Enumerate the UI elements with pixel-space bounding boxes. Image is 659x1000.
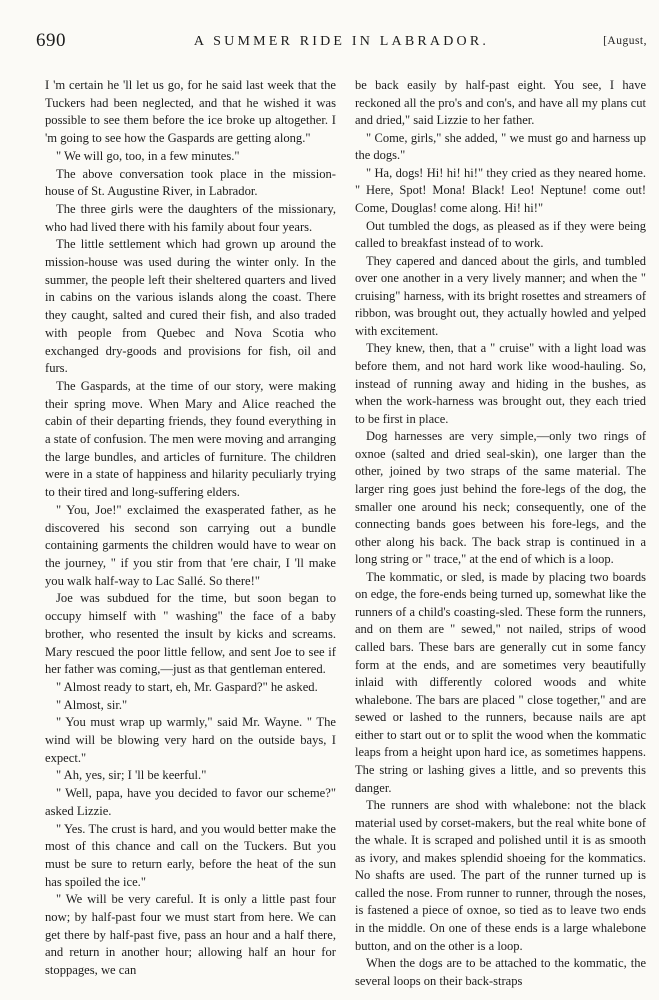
paragraph: " Come, girls," she added, " we must go and harness up the dogs." bbox=[355, 130, 646, 163]
page-header bbox=[36, 30, 647, 54]
paragraph: Out tumbled the dogs, as pleased as if they were being called to breakfast instead of to work. bbox=[355, 218, 646, 251]
paragraph: The three girls were the daughters of the missionary, who had lived there with his family about four years. bbox=[45, 201, 336, 234]
paragraph: " We will go, too, in a few minutes." bbox=[56, 148, 240, 163]
paragraph: The runners are shod with whalebone: not the black material used by corset-makers, but the real white bone of the whale. It is scraped and polished until it is as smooth as ivory, and makes splendid shoeing for the kommatics. No shafts are used. The part of the runner turned up is called the nose. From runner to runner, through the noses, is fastened a piece of oxnoe, so tied as to leave two ends in the middle. On one of these ends is a large whalebone button, and on the other is a loop. bbox=[355, 798, 646, 953]
left-column bbox=[45, 77, 336, 980]
paragraph: Dog harnesses are very simple,—only two rings of oxnoe (salted and dried seal-skin), one larger than the other, joined by two straps of the same material. The larger ring goes just behind the fore-legs of the dog, the smaller one around his neck; consequently, one of the connecting bands goes between his fore-legs, and the other along his back. The back strap is continued in a long string or " trace," at the end of which is a loop. bbox=[355, 429, 646, 567]
paragraph: " You, Joe!" exclaimed the exasperated father, as he discovered his second son carrying out a bundle containing garments the children would have to wear on the journey, " if you stir from that 'ere chair, I 'll make you walk half-way to Lac Sallé. So there!" bbox=[45, 502, 336, 588]
right-column bbox=[355, 77, 646, 990]
paragraph: The above conversation took place in the mission-house of St. Augustine River, in Labrador. bbox=[45, 166, 336, 199]
paragraph: The Gaspards, at the time of our story, were making their spring move. When Mary and Alice reached the cabin of their departing friends, they found everything in a state of confusion. The men were moving and arranging the large bundles, and articles of furniture. The children were in a state of happiness and hilarity peculiarly trying to their tired and long-suffering elders. bbox=[45, 378, 336, 500]
paragraph: When the dogs are to be attached to the kommatic, the several loops on their back-straps bbox=[355, 956, 646, 988]
paragraph: " Ah, yes, sir; I 'll be keerful." bbox=[56, 768, 207, 783]
paragraph: " Almost ready to start, eh, Mr. Gaspard?" he asked. bbox=[56, 679, 318, 694]
paragraph: " We will be very careful. It is only a little past four now; by half-past four we must start from here. We can get there by half-past five, pass an hour and a half there, and return in another hour; allowing half an hour for stoppages, we can bbox=[45, 892, 336, 978]
paragraph: " Almost, sir." bbox=[56, 697, 128, 712]
paragraph: They knew, then, that a " cruise" with a light load was before them, and not hard work like wood-hauling. So, instead of running away and hiding in the bushes, as when the work-harness was brought out, they each tried to be first in place. bbox=[355, 341, 646, 426]
paragraph: I 'm certain he 'll let us go, for he said last week that the Tuckers had been neglected, and that he wished it was possible to see them before the ice broke up altogether. I 'm going to see how the Gaspards are getting along." bbox=[45, 78, 336, 146]
paragraph: " Yes. The crust is hard, and you would better make the most of this chance and call on the Tuckers. But you must be sure to return early, before the heat of the sun has spoiled the ice." bbox=[45, 821, 336, 889]
paragraph: The little settlement which had grown up around the mission-house was used during the winter only. In the summer, the people left their sheltered quarters and lived in cabins on the various islands along the coast. There they caught, salted and cured their fish, and also traded with people from Quebec and Nova Scotia who exchanged dry-goods and provisions for fish, oil and furs. bbox=[45, 237, 336, 376]
paragraph: Joe was subdued for the time, but soon began to occupy himself with " washing" the face of a baby brother, who resented the insult by kicks and screams. Mary rescued the poor little fellow, and sent Joe to see if her father was coming,—just as that gentleman entered. bbox=[45, 591, 336, 677]
paragraph: " Ha, dogs! Hi! hi! hi!" they cried as they neared home. " Here, Spot! Mona! Black! Leo! Neptune! come out! Come, Douglas! come along. Hi! hi!" bbox=[355, 165, 646, 215]
running-title: A SUMMER RIDE IN LABRADOR. bbox=[193, 34, 490, 49]
paragraph: They capered and danced about the girls, and tumbled over one another in a very lively manner; and when the " cruising" harness, with its bright rosettes and streamers of ribbon, was brought out, they actually howled and yelped with excitement. bbox=[355, 253, 646, 338]
page-number: 690 bbox=[36, 30, 66, 51]
paragraph: The kommatic, or sled, is made by placing two boards on edge, the fore-ends being turned up, somewhat like the runners of a child's coasting-sled. These form the runners, and on them are " sewed," not nailed, strips of wood called bars. These bars are generally cut in some fancy form at the ends, and are sometimes very beautifully inlaid with differently colored woods and white whalebone. The bars are placed " close together," and are sewed or lashed to the runners, because nails are apt either to start out or to split the wood when the kommatic leaps from a height upon hard ice, as sometimes happens. The string or lashing gives a little, and so prevents this danger. bbox=[355, 569, 646, 795]
issue-month: [August, bbox=[603, 35, 647, 47]
paragraph: " Well, papa, have you decided to favor our scheme?" asked Lizzie. bbox=[45, 786, 336, 818]
paragraph: be back easily by half-past eight. You see, I have reckoned all the pro's and con's, and have all my plans cut and dried," said Lizzie to her father. bbox=[355, 78, 646, 128]
paragraph: " You must wrap up warmly," said Mr. Wayne. " The wind will be blowing very hard on the outside bays, I expect." bbox=[45, 715, 336, 765]
